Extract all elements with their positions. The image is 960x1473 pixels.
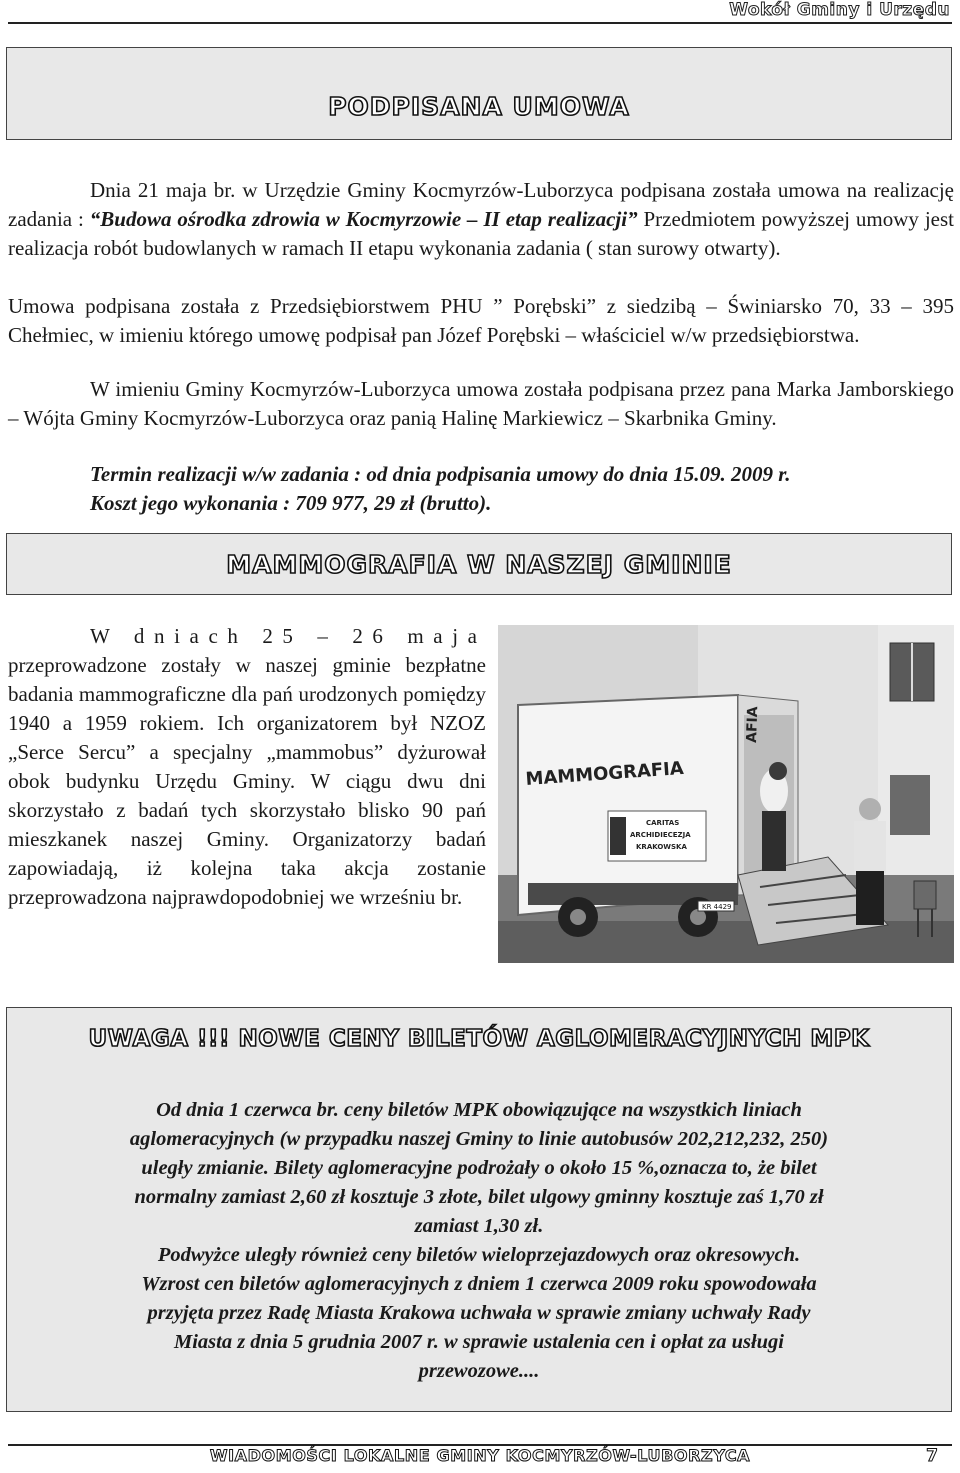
mpk-line: Wzrost cen biletów aglomeracyjnych z dniem 1 czerwca 2009 roku spowodowała [141,1273,817,1295]
umowa-paragraph-1-text: Dnia 21 maja br. w Urzędzie Gminy Kocmyrzów-Luborzyca podpisana została umowa na realizację zadania : [8,178,954,231]
section-title-umowa: PODPISANA UMOWA [328,92,630,121]
mammografia-first-line: W dniach 25 – 26 maja [90,624,487,648]
mpk-line: uległy zmianie. Bilety aglomeracyjne podrożały o około 15 %,oznacza to, że bilet [141,1157,817,1179]
caritas-line-2: ARCHIDIECEZJA [630,831,691,839]
mpk-line: Od dnia 1 czerwca br. ceny biletów MPK obowiązujące na wszystkich liniach [156,1099,802,1121]
mpk-line: aglomeracyjnych (w przypadku naszej Gminy to linie autobusów 202,212,232, 250) [129,1128,829,1150]
section-banner-umowa [6,47,952,140]
page-number: 7 [926,1446,938,1466]
header-rule [8,22,952,24]
section-title-mpk: UWAGA !!! NOWE CENY BILETÓW AGLOMERACYJNYCH MPK [88,1026,870,1052]
footer-title: WIADOMOŚCI LOKALNE GMINY KOCMYRZÓW-LUBORZYCA [209,1446,751,1465]
section-title-mammografia: MAMMOGRAFIA W NASZEJ GMINIE [226,550,732,579]
umowa-deadline: Termin realizacji w/w zadania : od dnia podpisania umowy do dnia 15.09. 2009 r. [90,462,791,486]
mammografia-body: przeprowadzone zostały w naszej gminie bezpłatne badania mammograficzne dla pań urodzonych pomiędzy 1940 a 1959 rokiem. Ich organizatorem był NZOZ „Serce Sercu” a specjalny „mammobus” dyżurował obok budynku Urzędu Gminy. W ciągu dwu dni skorzystało z badań tych skorzystało blisko 90 pań mieszkanek naszej Gminy. Organizatorzy badań zapowiadają, iż kolejna taka akcja zostanie przeprowadzona najprawdopodobniej we wrześniu br. [8,653,486,909]
umowa-paragraph-2: Umowa podpisana została z Przedsiębiorstwem PHU ” Porębski” z siedzibą – Świniarsko 70, 33 – 395 Chełmiec, w imieniu którego umowę podpisał pan Józef Porębski – właściciel w/w przedsiębiorstwa. [8,294,954,347]
licence-plate: KR 4429 [702,903,732,911]
task-name: “Budowa ośrodka zdrowia w Kocmyrzowie – II etap realizacji” [89,207,638,231]
umowa-cost: Koszt jego wykonania : 709 977, 29 zł (brutto). [90,491,492,515]
mpk-announcement [6,1096,952,1386]
running-header: Wokół Gminy i Urzędu [729,0,950,20]
umowa-paragraph-3: W imieniu Gminy Kocmyrzów-Luborzyca umowa została podpisana przez pana Marka Jamborskiego – Wójta Gminy Kocmyrzów-Luborzyca oraz panią Halinę Markiewicz – Skarbnika Gminy. [8,377,954,430]
mammobus-photo [498,625,954,963]
truck-door-lettering: AFIA [744,706,762,744]
mpk-line: normalny zamiast 2,60 zł kosztuje 3 złote, bilet ulgowy gminny kosztuje zaś 1,70 zł [134,1186,824,1208]
caritas-line-1: CARITAS [646,819,680,827]
mpk-line: Miasta z dnia 5 grudnia 2007 r. w sprawie ustalenia cen i opłat za usługi [173,1331,784,1353]
truck-lettering: MAMMOGRAFIA [524,757,685,790]
mpk-line: zamiast 1,30 zł. [414,1215,544,1237]
section-banner-mammografia [6,533,952,595]
umowa-paragraph-1-end: Przedmiotem powyższej umowy jest realizacja robót budowlanych w ramach II etapu wykonania zadania ( stan surowy otwarty). [8,207,954,260]
mpk-line: przewozowe.... [418,1360,540,1382]
mpk-line: przyjęta przez Radę Miasta Krakowa uchwała w sprawie zmiany uchwały Rady [147,1302,811,1324]
caritas-line-3: KRAKOWSKA [636,843,687,851]
mpk-line: Podwyżce uległy również ceny biletów wieloprzejazdowych oraz okresowych. [157,1244,801,1266]
umowa-paragraph-1 [8,176,954,263]
